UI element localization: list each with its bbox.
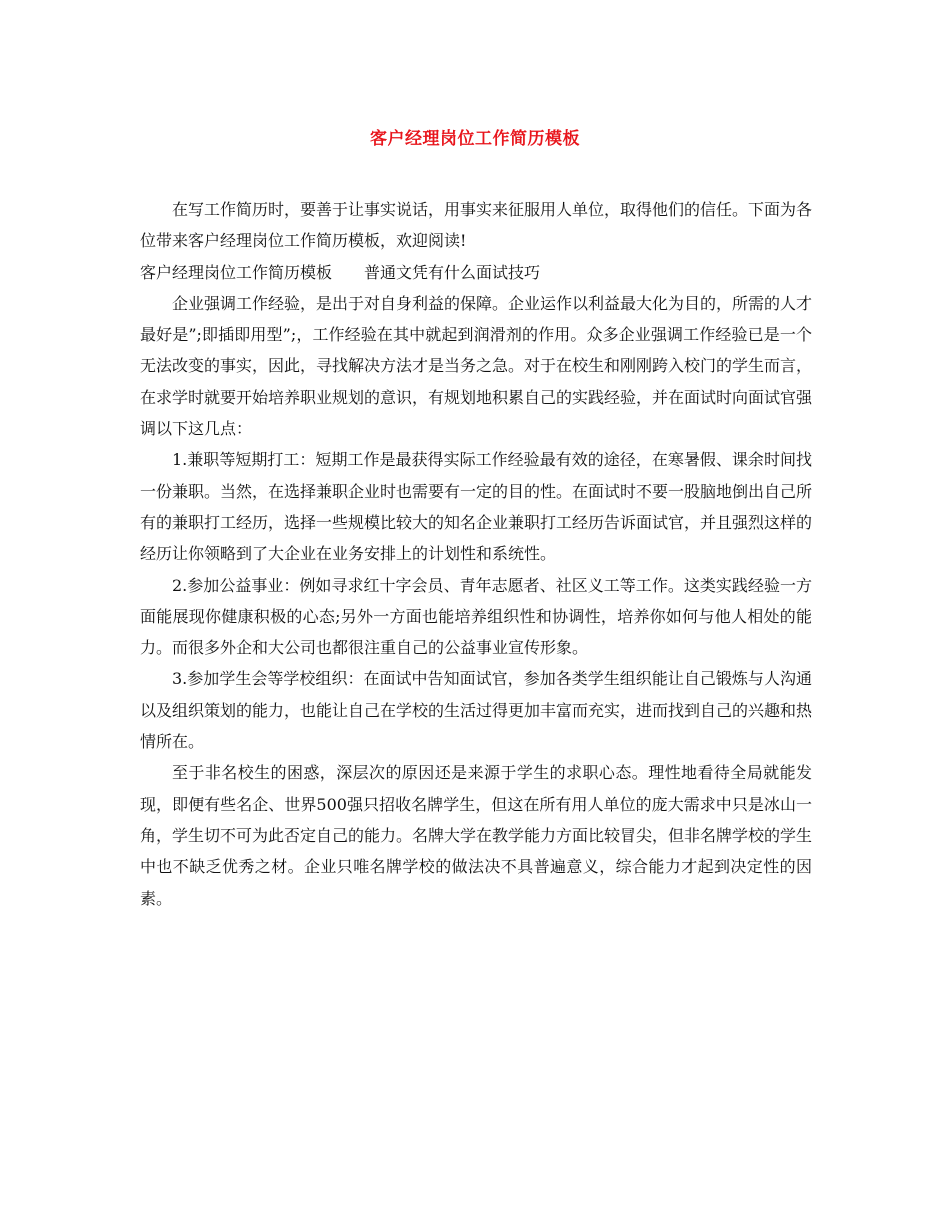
document-body bbox=[140, 194, 812, 914]
paragraph-intro: 在写工作简历时，要善于让事实说话，用事实来征服用人单位，取得他们的信任。下面为各位带来客户经理岗位工作简历模板，欢迎阅读! bbox=[140, 200, 813, 251]
paragraph-subheading: 客户经理岗位工作简历模板 普通文凭有什么面试技巧 bbox=[140, 262, 541, 282]
paragraph-point-2: 2.参加公益事业：例如寻求红十字会员、青年志愿者、社区义工等工作。这类实践经验一方面能展现你健康积极的心态;另外一方面也能培养组织性和协调性，培养你如何与他人相处的能力。而很多外企和大公司也都很注重自己的公益事业宣传形象。 bbox=[140, 575, 812, 658]
paragraph-point-1: 1.兼职等短期打工：短期工作是最获得实际工作经验最有效的途径，在寒暑假、课余时间找一份兼职。当然，在选择兼职企业时也需要有一定的目的性。在面试时不要一股脑地倒出自己所有的兼职打工经历，选择一些规模比较大的知名企业兼职打工经历告诉面试官，并且强烈这样的经历让你领略到了大企业在业务安排上的计划性和系统性。 bbox=[140, 450, 813, 564]
paragraph-experience: 企业强调工作经验，是出于对自身利益的保障。企业运作以利益最大化为目的，所需的人才最好是”;即插即用型”;，工作经验在其中就起到润滑剂的作用。众多企业强调工作经验已是一个无法改变的事实，因此，寻找解决方法才是当务之急。对于在校生和刚刚跨入校门的学生而言，在求学时就要开始培养职业规划的意识，有规划地积累自己的实践经验，并在面试时向面试官强调以下这几点： bbox=[140, 293, 813, 439]
document-title: 客户经理岗位工作简历模板 bbox=[370, 129, 580, 149]
paragraph-conclusion: 至于非名校生的困惑，深层次的原因还是来源于学生的求职心态。理性地看待全局就能发现，即便有些名企、世界500强只招收名牌学生，但这在所有用人单位的庞大需求中只是冰山一角，学生切不可为此否定自己的能力。名牌大学在教学能力方面比较冒尖，但非名牌学校的学生中也不缺乏优秀之材。企业只唯名牌学校的做法决不具普遍意义，综合能力才起到决定性的因素。 bbox=[140, 763, 813, 908]
paragraph-point-3: 3.参加学生会等学校组织：在面试中告知面试官，参加各类学生组织能让自己锻炼与人沟通以及组织策划的能力，也能让自己在学校的生活过得更加丰富而充实，进而找到自己的兴趣和热情所在。 bbox=[140, 669, 813, 752]
